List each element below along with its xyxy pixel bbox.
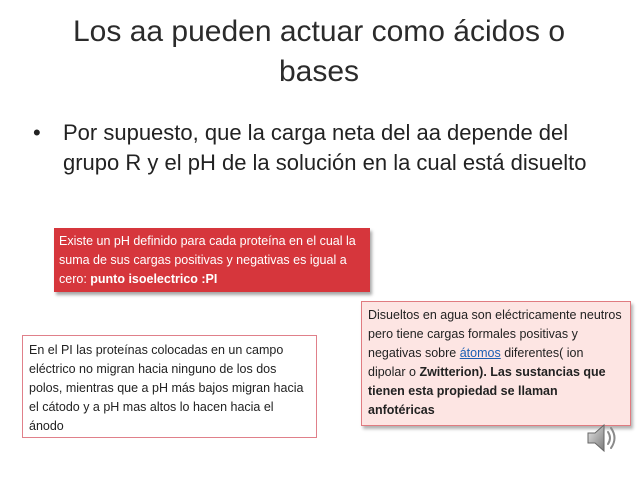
isoelectric-term: punto isoelectrico :PI — [90, 272, 218, 286]
migration-text: En el PI las proteínas colocadas en un campo eléctrico no migran hacia ninguno de los dos polos, mientras que a pH más bajos migran hacia el cátodo y a pH mas altos lo hacen hacia el ánodo — [29, 343, 304, 433]
slide-title: Los aa pueden actuar como ácidos o bases — [73, 15, 565, 88]
zwitterion-note-box — [361, 301, 631, 426]
bullet-text: Por supuesto, que la carga neta del aa depende del grupo R y el pH de la solución en la cual está disuelto — [63, 120, 587, 175]
speaker-icon[interactable] — [582, 418, 622, 458]
atomos-link[interactable]: átomos — [459, 346, 501, 360]
zwitterion-term: Zwitterion). — [419, 365, 487, 379]
isoelectric-text: Existe un pH definido para cada proteína en el cual la suma de sus cargas positivas y negativas es igual a cero: — [59, 234, 356, 286]
isoelectric-point-box — [54, 228, 370, 292]
amphoteric-sentence: Las sustancias que tienen esta propiedad se llaman anfotéricas — [368, 365, 606, 417]
zwitterion-text-1: Disueltos en agua son eléctricamente neutros pero tiene cargas formales positivas y negativas sobre — [368, 308, 622, 360]
zwitterion-text-2: diferentes( ion dipolar o — [368, 346, 584, 379]
bullet-point — [33, 118, 613, 178]
bullet-dot: • — [33, 120, 41, 145]
speaker-icon-graphic — [582, 418, 622, 458]
migration-note-box — [22, 335, 317, 438]
